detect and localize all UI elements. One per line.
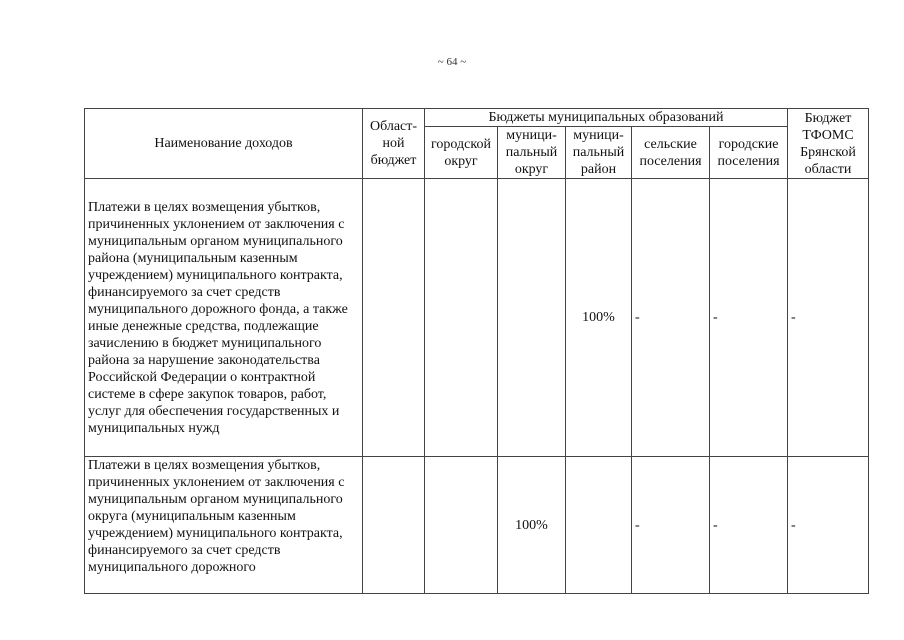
urban-settlements-cell: - (710, 457, 788, 594)
rural-settlements-cell: - (632, 457, 710, 594)
municipal-rayon-cell (566, 457, 632, 594)
tfoms-cell: - (788, 179, 869, 457)
header-municipal-budgets: Бюджеты муниципальных образований (425, 109, 788, 127)
header-urban-settlements: городские поселения (710, 127, 788, 179)
header-municipal-rayon: муници-пальный район (566, 127, 632, 179)
table-row (85, 179, 869, 457)
tfoms-cell: - (788, 457, 869, 594)
municipal-okrug-cell (498, 179, 566, 457)
revenue-distribution-table (84, 108, 869, 594)
header-regional-budget: Област-ной бюджет (363, 109, 425, 179)
header-tfoms-budget: Бюджет ТФОМС Брянской области (788, 109, 869, 179)
page-number: ~ 64 ~ (437, 56, 467, 68)
municipal-rayon-cell: 100% (566, 179, 632, 457)
header-municipal-okrug: муници-пальный округ (498, 127, 566, 179)
header-rural-settlements: сельские поселения (632, 127, 710, 179)
municipal-okrug-cell: 100% (498, 457, 566, 594)
header-name: Наименование доходов (85, 109, 363, 179)
urban-settlements-cell: - (710, 179, 788, 457)
city-district-cell (425, 179, 498, 457)
rural-settlements-cell: - (632, 179, 710, 457)
regional-cell (363, 179, 425, 457)
row-name-cell: Платежи в целях возмещения убытков, причиненных уклонением от заключения с муниципальным органом муниципального района (муниципальным казенным учреждением) муниципального контракта, финансируемого за счет средств муниципального дорожного фонда, а также иные денежные средства, подлежащие зачислению в бюджет муниципального района за нарушение законодательства Российской Федерации о контрактной системе в сфере закупок товаров, работ, услуг для обеспечения государственных и муниципальных нужд (85, 179, 363, 457)
row-name-cell: Платежи в целях возмещения убытков, причиненных уклонением от заключения с муниципальным органом муниципального округа (муниципальным казенным учреждением) муниципального контракта, финансируемого за счет средств муниципального дорожного (85, 457, 363, 594)
table-row (85, 457, 869, 594)
city-district-cell (425, 457, 498, 594)
regional-cell (363, 457, 425, 594)
header-city-district: городской округ (425, 127, 498, 179)
